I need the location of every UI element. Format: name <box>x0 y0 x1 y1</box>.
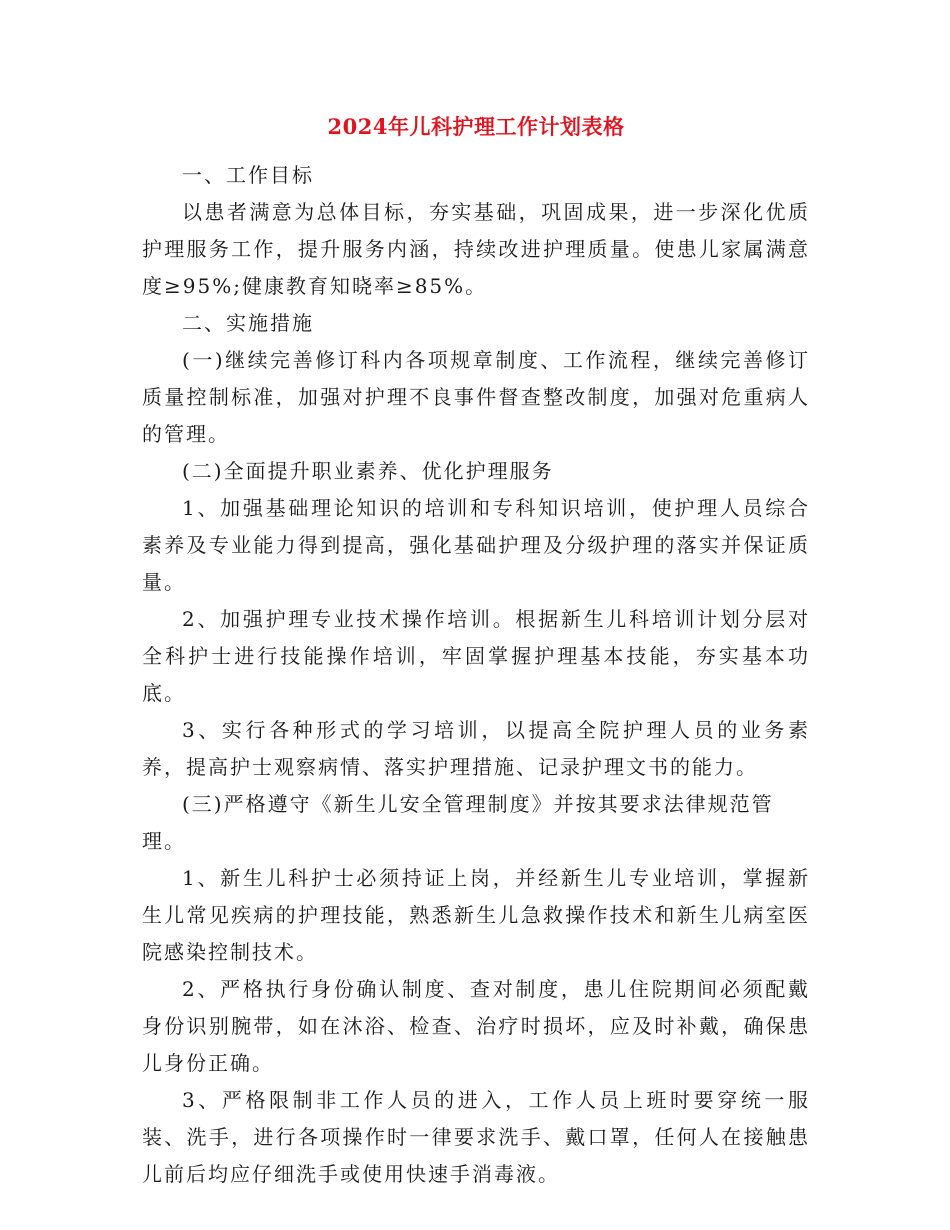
paragraph-2-3: 3、实行各种形式的学习培训，以提高全院护理人员的业务素养，提高护士观察病情、落实护理措施、记录护理文书的能力。 <box>142 718 810 779</box>
paragraph-2-1: 1、加强基础理论知识的培训和专科知识培训，使护理人员综合素养及专业能力得到提高，强化基础护理及分级护理的落实并保证质量。 <box>142 496 810 594</box>
document-body <box>142 112 810 1193</box>
paragraph-3-3: 3、严格限制非工作人员的进入，工作人员上班时要穿统一服装、洗手，进行各项操作时一律要求洗手、戴口罩，任何人在接触患儿前后均应仔细洗手或使用快速手消毒液。 <box>142 1088 810 1186</box>
subsection-heading-3: (三)严格遵守《新生儿安全管理制度》并按其要求法律规范管理。 <box>142 792 774 853</box>
paragraph-3-1: 1、新生儿科护士必须持证上岗，并经新生儿专业培训，掌握新生儿常见疾病的护理技能，熟悉新生儿急救操作技术和新生儿病室医院感染控制技术。 <box>142 866 810 964</box>
paragraph-3-2: 2、严格执行身份确认制度、查对制度，患儿住院期间必须配戴身份识别腕带，如在沐浴、检查、治疗时损坏，应及时补戴，确保患儿身份正确。 <box>142 977 810 1075</box>
subsection-heading-2: (二)全面提升职业素养、优化护理服务 <box>182 459 554 483</box>
paragraph-goals: 以患者满意为总体目标，夯实基础，巩固成果，进一步深化优质护理服务工作，提升服务内涵，持续改进护理质量。使患儿家属满意度≥95%;健康教育知晓率≥85%。 <box>142 200 810 298</box>
paragraph-2-2: 2、加强护理专业技术操作培训。根据新生儿科培训计划分层对全科护士进行技能操作培训，牢固掌握护理基本技能，夯实基本功底。 <box>142 607 810 705</box>
document-title: 2024年儿科护理工作计划表格 <box>327 114 625 139</box>
section-heading-goals: 一、工作目标 <box>182 163 314 187</box>
paragraph-measure-1: (一)继续完善修订科内各项规章制度、工作流程，继续完善修订质量控制标准，加强对护理不良事件督查整改制度，加强对危重病人的管理。 <box>142 348 810 446</box>
section-heading-measures: 二、实施措施 <box>182 311 314 335</box>
